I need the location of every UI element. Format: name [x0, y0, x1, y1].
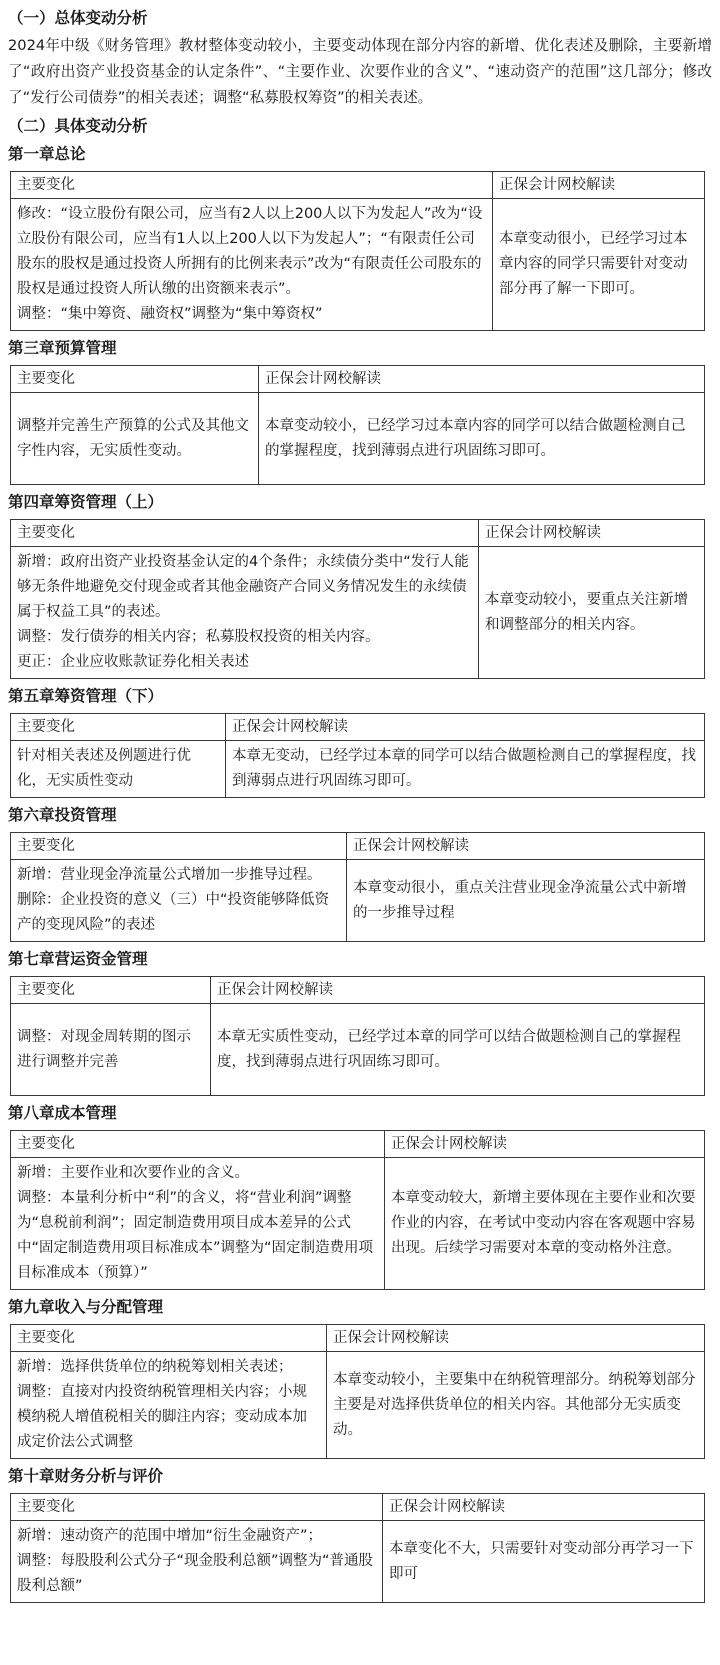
chapter-table: [10, 713, 705, 798]
table-header-row: [11, 833, 705, 860]
change-item: 针对相关表述及例题进行优化，无实质性变动: [17, 748, 191, 789]
change-item: 调整：发行债券的相关内容；私募股权投资的相关内容。: [17, 629, 380, 645]
table-header-row: [11, 172, 705, 199]
changes-cell: [11, 1352, 327, 1459]
change-item: 更正：企业应收账款证券化相关表述: [17, 654, 249, 670]
interpretation-cell: 本章变动很小，已经学习过本章内容的同学只需要针对变动部分再了解一下即可。: [493, 199, 705, 331]
overall-paragraph: 2024年中级《财务管理》教材整体变动较小，主要变动体现在部分内容的新增、优化表述及删除，主要新增了“政府出资产业投资基金的认定条件”、“主要作业、次要作业的含义”、“速动资产的范围”这几部分；修改了“发行公司债券”的相关表述；调整“私募股权筹资”的相关表述。: [8, 37, 712, 106]
table-header-row: [11, 520, 705, 547]
header-main-changes: 主要变化: [11, 977, 211, 1004]
chapter-table: [10, 171, 705, 331]
change-item: 新增：选择供货单位的纳税筹划相关表述；: [17, 1359, 293, 1375]
chapter-title: 第三章预算管理: [8, 339, 117, 357]
chapter-table: [10, 365, 705, 485]
chapter-table: [10, 1324, 705, 1459]
chapter-list: [8, 143, 712, 1603]
table-header-row: [11, 1494, 705, 1521]
change-item: 新增：速动资产的范围中增加“衍生金融资产”；: [17, 1528, 323, 1544]
change-item: 调整：对现金周转期的图示进行调整并完善: [17, 1028, 191, 1070]
header-main-changes: 主要变化: [11, 366, 259, 393]
header-main-changes: 主要变化: [11, 520, 479, 547]
table-header-row: [11, 1325, 705, 1352]
changes-cell: [11, 741, 226, 798]
chapter-title: 第七章营运资金管理: [8, 950, 148, 968]
changes-cell: [11, 547, 479, 679]
changes-cell: [11, 860, 347, 942]
chapter-title: 第一章总论: [8, 145, 86, 163]
change-item: 调整并完善生产预算的公式及其他文字性内容，无实质性变动。: [17, 417, 249, 459]
header-interpretation: 正保会计网校解读: [226, 714, 705, 741]
changes-cell: [11, 1158, 385, 1290]
header-main-changes: 主要变化: [11, 1494, 383, 1521]
chapter-table: [10, 832, 705, 942]
changes-cell: [11, 393, 259, 485]
chapter-title: 第十章财务分析与评价: [8, 1467, 164, 1485]
change-item: 调整：“集中筹资、融资权”调整为“集中筹资权”: [17, 306, 323, 322]
overall-heading: （一）总体变动分析: [8, 9, 148, 27]
change-item: 删除：企业投资的意义（三）中“投资能够降低资产的变现风险”的表述: [17, 892, 330, 933]
change-item: 修改：“设立股份有限公司，应当有2人以上200人以下为发起人”改为“设立股份有限公司，应当有1人以上200人以下为发起人”；“有限责任公司股东的股权是通过投资人所拥有的比例来表示”改为“有限责任公司股东的股权是通过投资人所认缴的出资额来表示”。: [17, 206, 483, 297]
table-row: [11, 199, 705, 331]
header-interpretation: 正保会计网校解读: [211, 977, 705, 1004]
chapter-table: [10, 976, 705, 1096]
table-row: [11, 393, 705, 485]
changes-cell: [11, 1004, 211, 1096]
specific-heading: （二）具体变动分析: [8, 117, 148, 135]
table-header-row: [11, 366, 705, 393]
table-row: [11, 1352, 705, 1459]
interpretation-cell: 本章变动很小，重点关注营业现金净流量公式中新增的一步推导过程: [347, 860, 705, 942]
header-main-changes: 主要变化: [11, 1131, 385, 1158]
changes-cell: [11, 199, 493, 331]
chapter-table: [10, 519, 705, 679]
table-header-row: [11, 977, 705, 1004]
header-main-changes: 主要变化: [11, 1325, 327, 1352]
header-interpretation: 正保会计网校解读: [493, 172, 705, 199]
table-row: [11, 1158, 705, 1290]
header-main-changes: 主要变化: [11, 714, 226, 741]
chapter-title: 第五章筹资管理（下）: [8, 687, 164, 705]
change-item: 新增：营业现金净流量公式增加一步推导过程。: [17, 867, 322, 883]
table-row: [11, 1004, 705, 1096]
interpretation-cell: 本章变动较大，新增主要体现在主要作业和次要作业的内容，在考试中变动内容在客观题中容易出现。后续学习需要对本章的变动格外注意。: [385, 1158, 705, 1290]
chapter-title: 第四章筹资管理（上）: [8, 493, 164, 511]
chapter-title: 第九章收入与分配管理: [8, 1298, 164, 1316]
table-row: [11, 860, 705, 942]
header-interpretation: 正保会计网校解读: [385, 1131, 705, 1158]
header-main-changes: 主要变化: [11, 172, 493, 199]
chapter-table: [10, 1493, 705, 1603]
change-item: 调整：直接对内投资纳税管理相关内容；小规模纳税人增值税相关的脚注内容；变动成本加成定价法公式调整: [17, 1384, 307, 1450]
table-header-row: [11, 1131, 705, 1158]
interpretation-cell: 本章变化不大，只需要针对变动部分再学习一下即可: [383, 1521, 705, 1603]
changes-cell: [11, 1521, 383, 1603]
header-interpretation: 正保会计网校解读: [479, 520, 705, 547]
header-interpretation: 正保会计网校解读: [327, 1325, 705, 1352]
chapter-table: [10, 1130, 705, 1290]
interpretation-cell: 本章变动较小，主要集中在纳税管理部分。纳税筹划部分主要是对选择供货单位的相关内容。其他部分无实质变动。: [327, 1352, 705, 1459]
header-interpretation: 正保会计网校解读: [259, 366, 705, 393]
interpretation-cell: 本章无实质性变动，已经学过本章的同学可以结合做题检测自己的掌握程度，找到薄弱点进行巩固练习即可。: [211, 1004, 705, 1096]
table-header-row: [11, 714, 705, 741]
header-main-changes: 主要变化: [11, 833, 347, 860]
change-item: 调整：本量利分析中“利”的含义，将“营业利润”调整为“息税前利润”；固定制造费用项目成本差异的公式中“固定制造费用项目标准成本”调整为“固定制造费用项目标准成本（预算）”: [17, 1190, 374, 1281]
header-interpretation: 正保会计网校解读: [383, 1494, 705, 1521]
interpretation-cell: 本章无变动，已经学过本章的同学可以结合做题检测自己的掌握程度，找到薄弱点进行巩固练习即可。: [226, 741, 705, 798]
chapter-title: 第六章投资管理: [8, 806, 117, 824]
change-item: 新增：主要作业和次要作业的含义。: [17, 1165, 249, 1181]
table-row: [11, 547, 705, 679]
table-row: [11, 1521, 705, 1603]
table-row: [11, 741, 705, 798]
interpretation-cell: 本章变动较小，已经学习过本章内容的同学可以结合做题检测自己的掌握程度，找到薄弱点进行巩固练习即可。: [259, 393, 705, 485]
interpretation-cell: 本章变动较小，要重点关注新增和调整部分的相关内容。: [479, 547, 705, 679]
change-item: 调整：每股股利公式分子“现金股利总额”调整为“普通股股利总额”: [17, 1553, 374, 1594]
change-item: 新增：政府出资产业投资基金认定的4个条件；永续债分类中“发行人能够无条件地避免交付现金或者其他金融资产合同义务情况发生的永续债属于权益工具”的表述。: [17, 554, 469, 620]
chapter-title: 第八章成本管理: [8, 1104, 117, 1122]
header-interpretation: 正保会计网校解读: [347, 833, 705, 860]
